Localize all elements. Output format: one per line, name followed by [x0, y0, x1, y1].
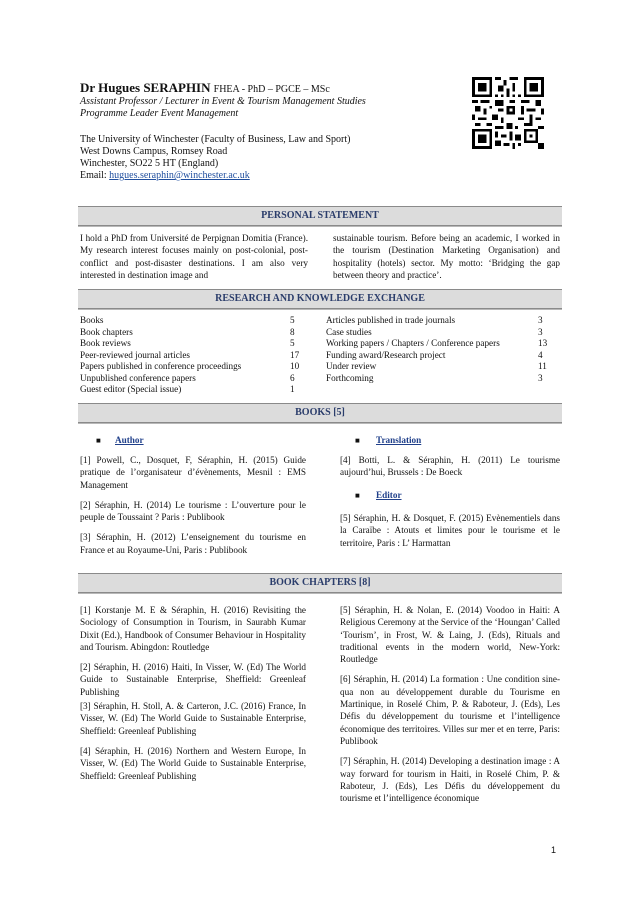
- stat-value: 5: [290, 338, 295, 348]
- stat-value: 3: [538, 315, 543, 325]
- stat-value: 17: [290, 349, 300, 360]
- stat-value: 11: [538, 361, 547, 371]
- books-author-heading: Author: [115, 435, 144, 445]
- stat-value: 4: [538, 349, 543, 360]
- chapter-entry: [6] Séraphin, H. (2014) La formation : Une condition sine-qua non au développement durable du Tourisme en Martinique, in Roselé Chim, P. & Raboteur, J. (Eds), Les Défis du développement du tourisme et l’intelligence économique des territoires. Villes sur mer et en terre, Paris: Publibook: [340, 674, 560, 746]
- address-line-1: The University of Winchester (Faculty of Business, Law and Sport): [80, 134, 351, 145]
- email-line: [80, 170, 250, 182]
- section-heading-books: BOOKS [5]: [78, 403, 562, 423]
- stat-label: Articles published in trade journals: [326, 315, 456, 325]
- book-editor-entry: [5] Séraphin, H. & Dosquet, F. (2015) Evènementiels dans la Caraïbe : Atouts et limites pour le tourisme et le territoire, Paris : L’ Harmattan: [340, 513, 560, 548]
- header-name-line: [80, 80, 330, 96]
- chapter-entry: [7] Séraphin, H. (2014) Developing a destination image : A way forward for tourism in Haiti, in Roselé Chim, P. & Raboteur, J. (Eds), Les Défis du développement du tourisme et l’intelligence économique: [340, 756, 560, 804]
- stat-value: 8: [290, 326, 295, 337]
- programme-role: Programme Leader Event Management: [80, 108, 239, 119]
- stat-value: 10: [290, 361, 300, 371]
- chapter-entry: [4] Séraphin, H. (2016) Northern and Western Europe, In Visser, W. (Ed) The World Guide to Sustainable Enterprise, Sheffield: Greenleaf Publishing: [80, 745, 306, 781]
- chapter-entry: [3] Séraphin, H. Stoll, A. & Carteron, J.C. (2016) France, In Visser, W. (Ed) The World Guide to Sustainable Enterprise, Sheffield: Greenleaf Publishing: [80, 701, 306, 736]
- square-bullet-icon: ■: [355, 436, 360, 445]
- square-bullet-icon: ■: [355, 491, 360, 500]
- page-number: 1: [550, 845, 556, 855]
- book-entry: [1] Powell, C., Dosquet, F, Séraphin, H. (2015) Guide pratique de l’organisateur d’évènements, Mesnil : EMS Management: [80, 455, 306, 490]
- stat-value: 1: [290, 384, 295, 394]
- section-heading-research: RESEARCH AND KNOWLEDGE EXCHANGE: [78, 289, 562, 309]
- stat-label: Funding award/Research project: [326, 349, 446, 360]
- stat-label: Case studies: [326, 326, 372, 337]
- qualifications: FHEA - PhD – PGCE – MSc: [213, 84, 330, 95]
- stat-label: Under review: [326, 361, 377, 371]
- stat-value: 3: [538, 372, 543, 383]
- stat-label: Books: [80, 315, 104, 325]
- stat-label: Guest editor (Special issue): [80, 384, 182, 394]
- personal-statement-left: I hold a PhD from Université de Perpignan Domitia (France). My research interest focuses mainly on post-colonial, post-conflict and post-disaster destinations. I am also very interested in destination image and: [80, 233, 308, 280]
- qr-code-icon: [472, 77, 544, 149]
- stat-label: Book chapters: [80, 326, 133, 337]
- stats-right: [326, 315, 560, 384]
- chapter-entry: [5] Séraphin, H. & Nolan, E. (2014) Voodoo in Haiti: A Religious Ceremony at the Service of the ‘Houngan’ Called ‘Tourism’, in Frost, W. & Laing, J. (Eds), Rituals and traditional events in the modern world, New-York: Routledge: [340, 605, 560, 665]
- email-link[interactable]: hugues.seraphin@winchester.ac.uk: [109, 170, 250, 181]
- person-name: Dr Hugues SERAPHIN: [80, 80, 211, 95]
- stat-label: Peer-reviewed journal articles: [80, 349, 191, 360]
- chapter-entry: [1] Korstanje M. E & Séraphin, H. (2016) Revisiting the Sociology of Consumption in Tourism, in Saurabh Kumar Dixit (Ed.), Handbook of Consumer Behaviour in Hospitality and Tourism. Abingdon: Routledge: [80, 605, 306, 652]
- stat-value: 6: [290, 372, 295, 383]
- stat-value: 13: [538, 338, 548, 348]
- books-translation-heading: Translation: [376, 435, 422, 445]
- stat-value: 5: [290, 315, 295, 325]
- address-line-3: Winchester, SO22 5 HT (England): [80, 158, 219, 169]
- stat-label: Book reviews: [80, 338, 131, 348]
- stat-label: Papers published in conference proceedings: [80, 361, 242, 371]
- address-line-2: West Downs Campus, Romsey Road: [80, 146, 228, 157]
- section-heading-book-chapters: BOOK CHAPTERS [8]: [78, 573, 562, 593]
- stat-label: Forthcoming: [326, 372, 374, 383]
- books-editor-heading: Editor: [376, 490, 402, 500]
- book-entry: [2] Séraphin, H. (2014) Le tourisme : L’ouverture pour le peuple de Toussaint ? Paris : Publibook: [80, 499, 306, 523]
- chapters-right-list: [340, 604, 560, 812]
- stat-label: Unpublished conference papers: [80, 372, 196, 383]
- square-bullet-icon: ■: [96, 436, 101, 445]
- chapter-entry: [2] Séraphin, H. (2016) Haiti, In Visser, W. (Ed) The World Guide to Sustainable Enterprise, Sheffield: Greenleaf Publishing: [80, 662, 306, 697]
- email-label: Email:: [80, 170, 107, 181]
- personal-statement-right: sustainable tourism. Before being an academic, I worked in the tourism (Destination Marketing Organisation) and hospitality (hotels) sector. My motto: ‘Bridging the gap between theory and practice’.: [333, 233, 560, 280]
- book-translation-entry: [4] Botti, L. & Séraphin, H. (2011) Le tourisme aujourd’hui, Brussels : De Boeck: [340, 455, 560, 478]
- section-heading-personal-statement: PERSONAL STATEMENT: [78, 206, 562, 226]
- book-entry: [3] Séraphin, H. (2012) L’enseignement du tourisme en France et au Royaume-Uni, Paris : Publibook: [80, 532, 306, 555]
- stat-label: Working papers / Chapters / Conference papers: [326, 338, 500, 348]
- job-title: Assistant Professor / Lecturer in Event & Tourism Management Studies: [80, 96, 366, 107]
- books-author-list: [80, 454, 306, 564]
- chapters-left-list: [80, 604, 306, 790]
- stat-value: 3: [538, 326, 543, 337]
- stats-left: [80, 315, 306, 396]
